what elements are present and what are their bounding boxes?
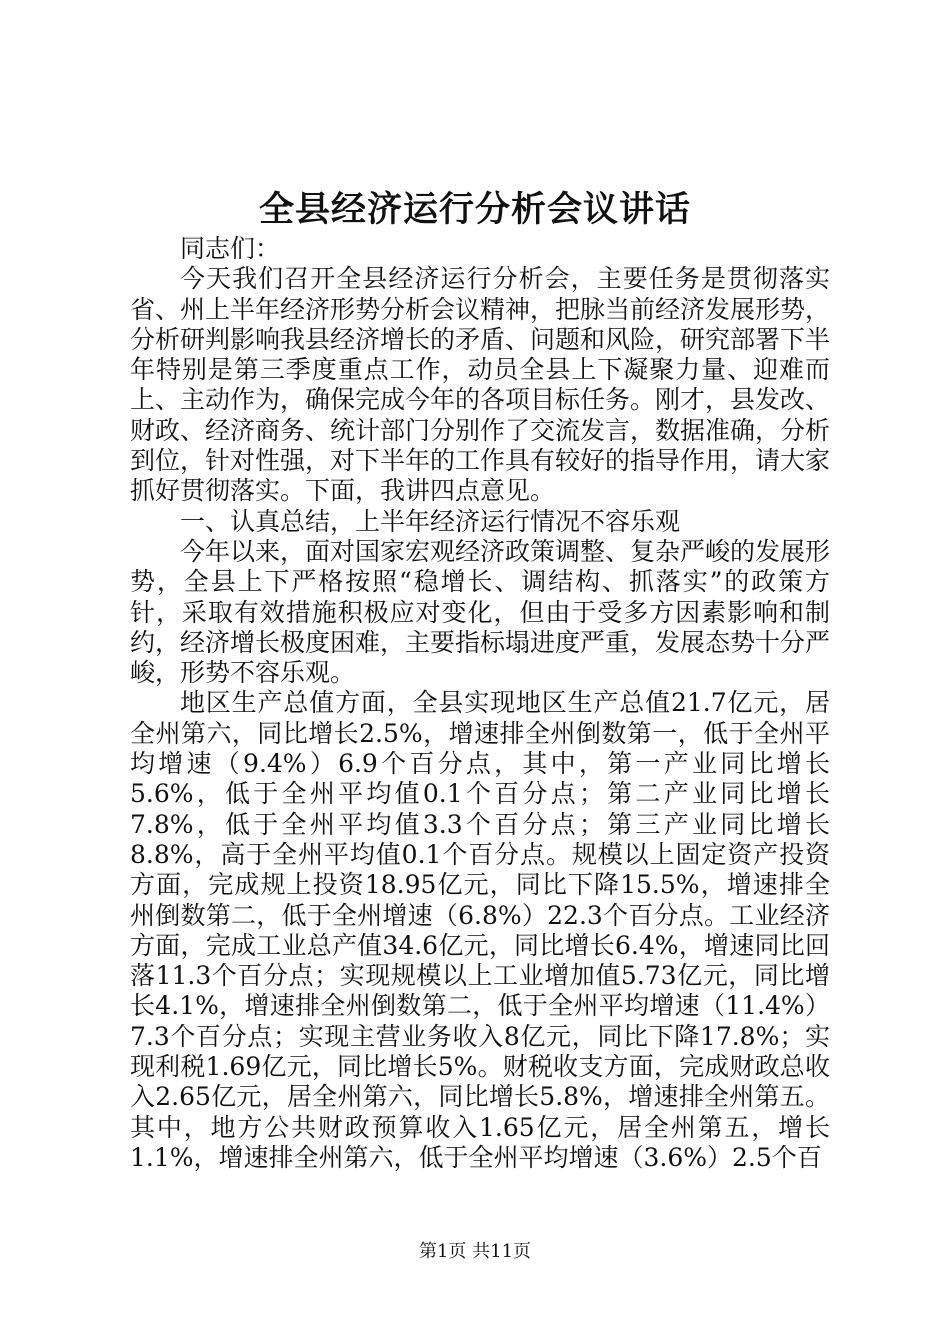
section-heading: 一、认真总结，上半年经济运行情况不容乐观	[180, 506, 681, 536]
salutation-paragraph: 同志们：	[180, 234, 281, 263]
page-number-footer: 第1页 共11页	[418, 1241, 532, 1262]
statistics-paragraph: 地区生产总值方面，全县实现地区生产总值21.7亿元，居全州第六，同比增长2.5%，增速排全州倒数第一，低于全州平均增速（9.4%）6.9个百分点，其中，第一产业同比增长5.6%，低于全州平均值0.1个百分点；第二产业同比增长7.8%，低于全州平均值3.3个百分点；第三产业同比增长8.8%，高于全州平均值0.1个百分点。规模以上固定资产投资方面，完成规上投资18.95亿元，同比下降15.5%，增速排全州倒数第二，低于全州增速（6.8%）22.3个百分点。工业经济方面，完成工业总产值34.6亿元，同比增长6.4%，增速同比回落11.3个百分点；实现规模以上工业增加值5.73亿元，同比增长4.1%，增速排全州倒数第二，低于全州平均增速（11.4%）7.3个百分点；实现主营业务收入8亿元，同比下降17.8%；实现利税1.69亿元，同比增长5%。财税收支方面，完成财政总收入2.65亿元，居全州第六，同比增长5.8%，增速排全州第五。其中，地方公共财政预算收入1.65亿元，居全州第五，增长1.1%，增速排全州第六，低于全州平均增速（3.6%）2.5个百	[130, 688, 830, 1172]
intro-paragraph: 今天我们召开全县经济运行分析会，主要任务是贯彻落实省、州上半年经济形势分析会议精神，把脉当前经济发展形势，分析研判影响我县经济增长的矛盾、问题和风险，研究部署下半年特别是第三季度重点工作，动员全县上下凝聚力量、迎难而上、主动作为，确保完成今年的各项目标任务。刚才，县发改、财政、经济商务、统计部门分别作了交流发言，数据准确，分析到位，针对性强，对下半年的工作具有较好的指导作用，请大家抓好贯彻落实。下面，我讲四点意见。	[130, 264, 831, 506]
document-body	[130, 234, 830, 1173]
overview-paragraph: 今年以来，面对国家宏观经济政策调整、复杂严峻的发展形势，全县上下严格按照“稳增长、调结构、抓落实”的政策方针，采取有效措施积极应对变化，但由于受多方因素影响和制约，经济增长极度困难，主要指标塌进度严重，发展态势十分严峻，形势不容乐观。	[130, 536, 831, 688]
document-title: 全县经济运行分析会议讲话	[258, 189, 691, 230]
